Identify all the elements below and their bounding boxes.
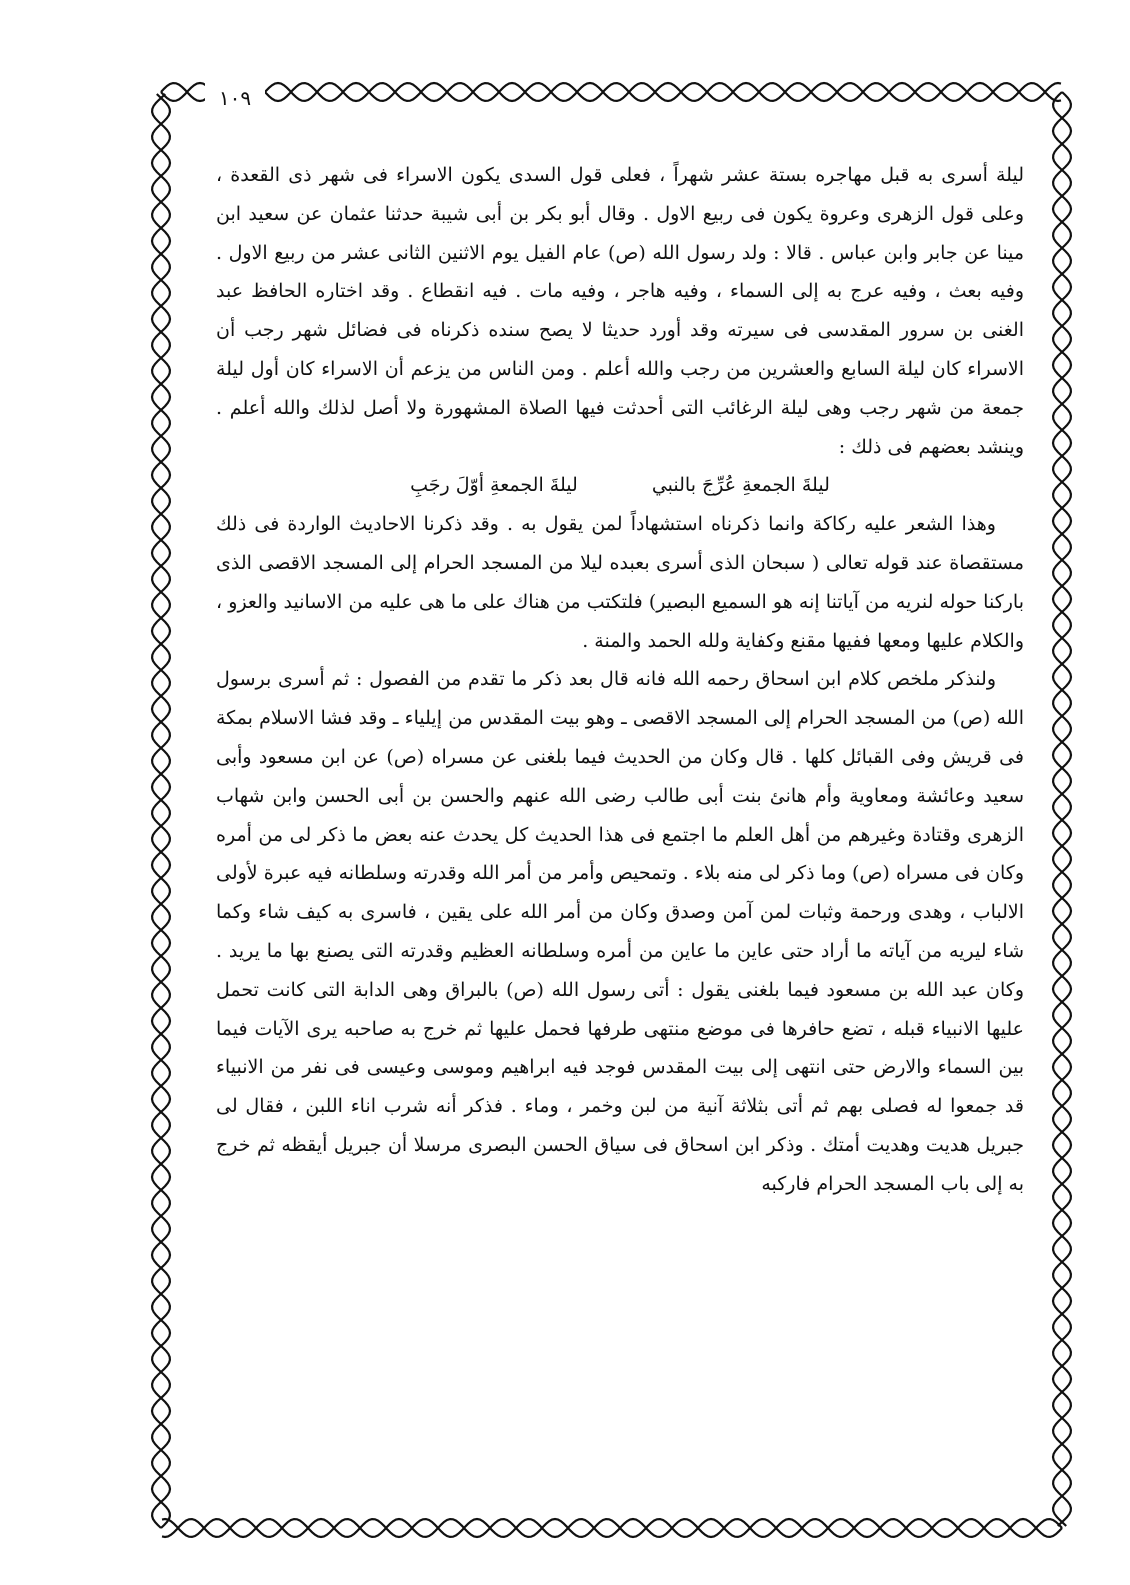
text-body (216, 156, 1024, 1204)
paragraph-2: وهذا الشعر عليه ركاكة وانما ذكرناه استشهاداً لمن يقول به . وقد ذكرنا الاحاديث الواردة فى ذلك مستقصاة عند قوله تعالى ( سبحان الذى أسرى بعبده ليلا من المسجد الحرام إلى المسجد الاقصى الذى باركنا حوله لنريه من آياتنا إنه هو السميع البصير) فلتكتب من هناك على ما هى عليه من الاسانيد والعزو ، والكلام عليها ومعها ففيها مقنع وكفاية ولله الحمد والمنة . (216, 513, 1024, 652)
verse-hemistich-left: ليلةَ الجمعةِ أوّلَ رجَبِ (410, 474, 578, 497)
verse-hemistich-right: ليلةَ الجمعةِ عُرِّجَ بالنبي (651, 474, 830, 497)
page-frame (143, 74, 1080, 1546)
verse-line (216, 466, 1024, 505)
page-number: ١٠٩ (205, 82, 265, 114)
paragraph-1: ليلة أسرى به قبل مهاجره بستة عشر شهراً ، فعلى قول السدى يكون الاسراء فى شهر ذى القعدة ، وعلى قول الزهرى وعروة يكون فى ربيع الاول . وقال أبو بكر بن أبى شيبة حدثنا عثمان عن سعيد ابن مينا عن جابر وابن عباس . قالا : ولد رسول الله (ص) عام الفيل يوم الاثنين الثانى عشر من ربيع الاول . وفيه بعث ، وفيه عرج به إلى السماء ، وفيه هاجر ، وفيه مات . فيه انقطاع . وقد اختاره الحافظ عبد الغنى بن سرور المقدسى فى سيرته وقد أورد حديثا لا يصح سنده ذكرناه فى فضائل شهر رجب أن الاسراء كان ليلة السابع والعشرين من رجب والله أعلم . ومن الناس من يزعم أن الاسراء كان أول ليلة جمعة من شهر رجب وهى ليلة الرغائب التى أحدثت فيها الصلاة المشهورة ولا أصل لذلك والله أعلم . وينشد بعضهم فى ذلك : (216, 164, 1024, 458)
paragraph-3: ولنذكر ملخص كلام ابن اسحاق رحمه الله فانه قال بعد ذكر ما تقدم من الفصول : ثم أسرى برسول الله (ص) من المسجد الحرام إلى المسجد الاقصى ـ وهو بيت المقدس من إيلياء ـ وقد فشا الاسلام بمكة فى قريش وفى القبائل كلها . قال وكان من الحديث فيما بلغنى عن مسراه (ص) عن ابن مسعود وأبى سعيد وعائشة ومعاوية وأم هانئ بنت أبى طالب رضى الله عنهم والحسن بن أبى الحسن وابن شهاب الزهرى وقتادة وغيرهم من أهل العلم ما اجتمع فى هذا الحديث كل يحدث عنه بعض ما ذكر لى من أمره وكان فى مسراه (ص) وما ذكر لى منه بلاء . وتمحيص وأمر من أمر الله وقدرته وسلطانه فيه عبرة لأولى الالباب ، وهدى ورحمة وثبات لمن آمن وصدق وكان من أمر الله على يقين ، فاسرى به كيف شاء وكما شاء ليريه من آياته ما أراد حتى عاين ما عاين من أمره وسلطانه العظيم وقدرته التى يصنع بها ما يريد . وكان عبد الله بن مسعود فيما بلغنى يقول : أتى رسول الله (ص) بالبراق وهى الدابة التى كانت تحمل عليها الانبياء قبله ، تضع حافرها فى موضع منتهى طرفها فحمل عليها ثم خرج به صاحبه يرى الآيات فيما بين السماء والارض حتى انتهى إلى بيت المقدس فوجد فيه ابراهيم وموسى وعيسى فى نفر من الانبياء قد جمعوا له فصلى بهم ثم أتى بثلاثة آنية من لبن وخمر ، وماء . فذكر أنه شرب اناء اللبن ، فقال لى جبريل هديت وهديت أمتك . وذكر ابن اسحاق فى سياق الحسن البصرى مرسلا أن جبريل أيقظه ثم خرج به إلى باب المسجد الحرام فاركبه (216, 668, 1024, 1195)
